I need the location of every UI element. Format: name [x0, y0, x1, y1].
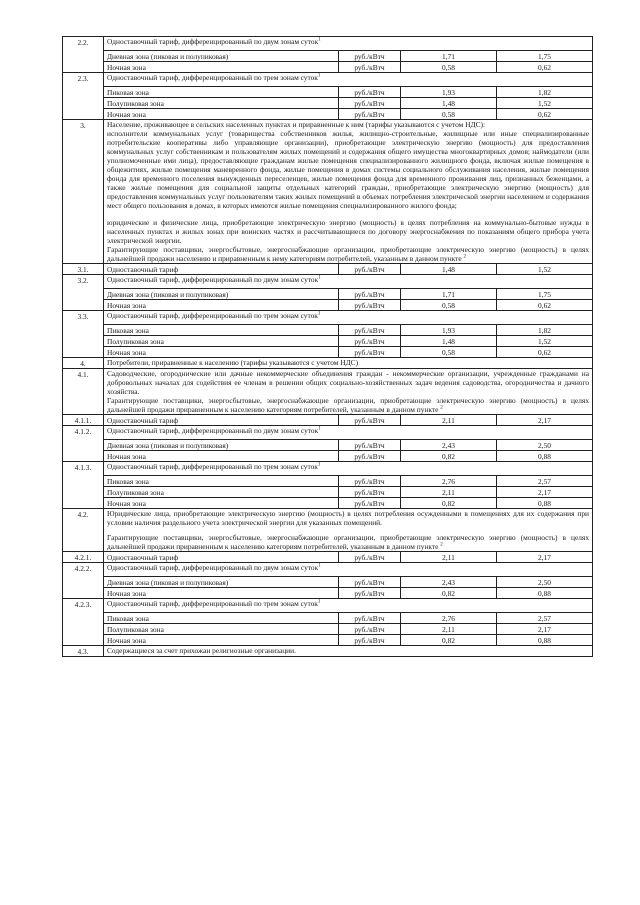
unit-cell: руб./кВтч: [339, 624, 401, 635]
description-paragraph: Садоводческие, огороднические или дачные некоммерческие объединения граждан - некоммерческие организации, учрежденные гражданами на добровольных началах для содействия ее членам в решении общих социально-хозяйственных задач ведения садоводства, огородничества и дачного хозяйства.: [107, 369, 590, 396]
value-period-1: 1,71: [401, 289, 497, 300]
description-paragraph: исполнители коммунальных услуг (товарищества собственников жилья, жилищно-строительные, жилищные или иные специализированные потребительские кооперативы либо управляющие организации), приобретающие электрическую энергию (мощность) для предоставления коммунальных услуг собственникам и пользователям жилых помещений и содержания общего имущества многоквартирных домов; наймодатели (или уполномоченные ими лица), предоставляющие гражданам жилые помещения специализированного жилищного фонда, включая жилые помещения в общежитиях, жилые помещения маневренного фонда, жилые помещения в домах системы социального обслуживания населения, жилые помещения фонда для временного поселения вынужденных переселенцев, жилые помещения фонда для временного проживания лиц, признанных беженцами, а также жилые помещения для социальной защиты отдельных категорий граждан, приобретающие электрическую энергию (мощность) для предоставления коммунальных услуг пользователям таких жилых помещений в объемах потребления электрической энергии населением и содержания мест общего пользования в домах, в которых имеются жилые помещения специализированного жилого фонда;: [107, 129, 590, 210]
zone-label: Дневная зона (пиковая и полупиковая): [104, 51, 339, 62]
value-period-2: 1,75: [497, 51, 593, 62]
value-period-2: 2,17: [497, 624, 593, 635]
table-row: [63, 451, 593, 462]
value-period-1: 0,58: [401, 300, 497, 311]
value-period-1: 2,76: [401, 476, 497, 487]
footnote-mark: 1: [318, 275, 321, 281]
footnote-mark: 2: [440, 405, 443, 411]
heading-text: Одноставочный тариф, дифференцированный по двум зонам суток: [107, 563, 319, 572]
section-number: 2.3.: [63, 73, 104, 120]
unit-cell: руб./кВтч: [339, 552, 401, 563]
table-row: [63, 552, 593, 563]
unit-cell: руб./кВтч: [339, 289, 401, 300]
table-row: [63, 646, 593, 657]
value-period-2: 0,62: [497, 62, 593, 73]
unit-cell: руб./кВтч: [339, 415, 401, 426]
zone-label: Ночная зона: [104, 498, 339, 509]
heading-text: Одноставочный тариф, дифференцированный по трем зонам суток: [107, 73, 318, 82]
unit-cell: руб./кВтч: [339, 588, 401, 599]
unit-cell: руб./кВтч: [339, 347, 401, 358]
section-number: 3.2.: [63, 275, 104, 311]
section-number: 3.: [63, 120, 104, 264]
row-heading: [104, 73, 593, 87]
unit-cell: руб./кВтч: [339, 336, 401, 347]
unit-cell: руб./кВтч: [339, 109, 401, 120]
table-row: [63, 347, 593, 358]
zone-label: Полупиковая зона: [104, 624, 339, 635]
row-heading: [104, 311, 593, 325]
footnote-mark: 1: [317, 462, 321, 468]
zone-label: Одноставочный тариф: [104, 264, 339, 275]
value-period-1: 2,11: [401, 552, 497, 563]
section-number: 4.: [63, 358, 104, 369]
heading-text: Одноставочный тариф, дифференцированный по двум зонам суток: [107, 275, 319, 284]
value-period-2: 2,17: [497, 552, 593, 563]
zone-label: Дневная зона (пиковая и полупиковая): [104, 577, 339, 588]
heading-text: Одноставочный тариф, дифференцированный по трем зонам суток: [107, 311, 318, 320]
value-period-1: 2,43: [401, 440, 497, 451]
unit-cell: руб./кВтч: [339, 498, 401, 509]
zone-label: Пиковая зона: [104, 476, 339, 487]
value-period-2: 0,62: [497, 300, 593, 311]
zone-label: Пиковая зона: [104, 613, 339, 624]
zone-label: Полупиковая зона: [104, 336, 339, 347]
unit-cell: руб./кВтч: [339, 51, 401, 62]
tariff-table: [62, 36, 593, 657]
value-period-1: 2,11: [401, 487, 497, 498]
table-row: [63, 336, 593, 347]
table-row: [63, 588, 593, 599]
heading-text: Одноставочный тариф, дифференцированный по двум зонам суток: [107, 37, 319, 46]
section-number: 3.3.: [63, 311, 104, 358]
table-row: [63, 476, 593, 487]
value-period-1: 2,76: [401, 613, 497, 624]
value-period-2: 0,62: [497, 347, 593, 358]
table-row: [63, 624, 593, 635]
footnote-mark: 1: [318, 426, 321, 432]
heading-text: Одноставочный тариф, дифференцированный по трем зонам суток: [107, 599, 318, 608]
tariff-document: [62, 36, 592, 657]
value-period-2: 2,50: [497, 440, 593, 451]
table-row: [63, 358, 593, 369]
zone-label: Пиковая зона: [104, 325, 339, 336]
zone-label: Одноставочный тариф: [104, 552, 339, 563]
table-row: [63, 498, 593, 509]
section-number: 4.1.2.: [63, 426, 104, 462]
table-row: [63, 37, 593, 51]
value-period-1: 0,58: [401, 347, 497, 358]
value-period-2: 0,62: [497, 109, 593, 120]
table-row: [63, 51, 593, 62]
table-row: [63, 264, 593, 275]
unit-cell: руб./кВтч: [339, 300, 401, 311]
description-paragraph: юридические и физические лица, приобретающие электрическую энергию (мощность) в целях потребления на коммунально-бытовые нужды в населенных пунктах и жилых зонах при воинских частях и рассчитывающиеся по договору энергоснабжения по показаниям общего прибора учета электрической энергии.: [107, 218, 590, 245]
zone-label: Ночная зона: [104, 347, 339, 358]
value-period-1: 2,43: [401, 577, 497, 588]
value-period-2: 0,88: [497, 498, 593, 509]
unit-cell: руб./кВтч: [339, 87, 401, 98]
unit-cell: руб./кВтч: [339, 451, 401, 462]
table-row: [63, 87, 593, 98]
heading-text: Одноставочный тариф, дифференцированный по двум зонам суток: [107, 426, 319, 435]
table-row: [63, 289, 593, 300]
unit-cell: руб./кВтч: [339, 440, 401, 451]
value-period-1: 0,82: [401, 498, 497, 509]
row-heading: [104, 426, 593, 440]
table-row: [63, 120, 593, 264]
value-period-2: 1,82: [497, 87, 593, 98]
zone-label: Ночная зона: [104, 635, 339, 646]
footnote-mark: 1: [317, 73, 321, 79]
value-period-2: 1,52: [497, 98, 593, 109]
table-row: [63, 325, 593, 336]
value-period-1: 0,58: [401, 62, 497, 73]
table-row: [63, 275, 593, 289]
section-number: 3.1.: [63, 264, 104, 275]
value-period-1: 0,58: [401, 109, 497, 120]
zone-label: Дневная зона (пиковая и полупиковая): [104, 289, 339, 300]
value-period-1: 1,48: [401, 98, 497, 109]
unit-cell: руб./кВтч: [339, 476, 401, 487]
section-number: 4.1.: [63, 369, 104, 415]
value-period-2: 2,50: [497, 577, 593, 588]
value-period-2: 0,88: [497, 635, 593, 646]
zone-label: Ночная зона: [104, 451, 339, 462]
table-row: [63, 635, 593, 646]
value-period-1: 0,82: [401, 635, 497, 646]
table-row: [63, 98, 593, 109]
row-heading: [104, 462, 593, 476]
value-period-1: 1,71: [401, 51, 497, 62]
table-row: [63, 563, 593, 577]
value-period-2: 1,52: [497, 264, 593, 275]
table-row: [63, 311, 593, 325]
section-number: 4.1.1.: [63, 415, 104, 426]
zone-label: Ночная зона: [104, 300, 339, 311]
zone-label: Одноставочный тариф: [104, 415, 339, 426]
section-number: 4.2.: [63, 509, 104, 552]
table-row: [63, 487, 593, 498]
value-period-2: 2,57: [497, 476, 593, 487]
category-description: [104, 120, 593, 264]
category-heading: Содержащиеся за счет прихожан религиозные организации.: [104, 646, 593, 657]
section-number: 2.2.: [63, 37, 104, 73]
unit-cell: руб./кВтч: [339, 264, 401, 275]
row-heading: [104, 599, 593, 613]
table-row: [63, 109, 593, 120]
zone-label: Ночная зона: [104, 588, 339, 599]
category-description: [104, 369, 593, 415]
description-paragraph: Население, проживающее в сельских населенных пунктах и приравненные к ним (тарифы указываются с учетом НДС):: [107, 120, 486, 129]
table-row: [63, 462, 593, 476]
unit-cell: руб./кВтч: [339, 487, 401, 498]
table-row: [63, 426, 593, 440]
value-period-1: 1,48: [401, 336, 497, 347]
section-number: 4.2.3.: [63, 599, 104, 646]
value-period-2: 2,57: [497, 613, 593, 624]
table-row: [63, 613, 593, 624]
zone-label: Дневная зона (пиковая и полупиковая): [104, 440, 339, 451]
description-paragraph: Гарантирующие поставщики, энергосбытовые, энергоснабжающие организации, приобретающие электрическую энергию (мощность) в целях дальнейшей продажи приравненным к населению категориям потребителей, указанным в данном пункте $^2$: [107, 533, 590, 551]
value-period-2: 1,75: [497, 289, 593, 300]
value-period-1: 0,82: [401, 451, 497, 462]
unit-cell: руб./кВтч: [339, 98, 401, 109]
value-period-2: 2,17: [497, 487, 593, 498]
section-number: 4.2.2.: [63, 563, 104, 599]
table-row: [63, 577, 593, 588]
unit-cell: руб./кВтч: [339, 613, 401, 624]
footnote-mark: 1: [318, 37, 321, 43]
description-paragraph: Гарантирующие поставщики, энергосбытовые, энергоснабжающие организации, приобретающие электрическую энергию (мощность) в целях дальнейшей продажи приравненным к населению категориям потребителей, указанным в данном пункте $^2$: [107, 396, 590, 414]
table-row: [63, 440, 593, 451]
description-paragraph: Юридические лица, приобретающие электрическую энергию (мощность) в целях потребления осужденными в помещениях для их содержания при условии наличия раздельного учета электрической энергии для указанных помещений.: [107, 509, 590, 527]
table-row: [63, 73, 593, 87]
zone-label: Полупиковая зона: [104, 487, 339, 498]
table-row: [63, 509, 593, 552]
unit-cell: руб./кВтч: [339, 635, 401, 646]
zone-label: Ночная зона: [104, 109, 339, 120]
table-row: [63, 415, 593, 426]
table-row: [63, 369, 593, 415]
table-row: [63, 599, 593, 613]
section-number: 4.1.3.: [63, 462, 104, 509]
zone-label: Полупиковая зона: [104, 98, 339, 109]
value-period-1: 1,93: [401, 87, 497, 98]
value-period-1: 2,11: [401, 415, 497, 426]
zone-label: Ночная зона: [104, 62, 339, 73]
footnote-mark: 1: [317, 311, 321, 317]
value-period-2: 1,52: [497, 336, 593, 347]
value-period-2: 2,17: [497, 415, 593, 426]
value-period-2: 0,88: [497, 451, 593, 462]
description-paragraph: Гарантирующие поставщики, энергосбытовые, энергоснабжающие организации, приобретающие электрическую энергию (мощность) в целях дальнейшей продажи населению и приравненным к нему категориям потребителей, указанным в данном пункте $^2$: [107, 245, 590, 263]
zone-label: Пиковая зона: [104, 87, 339, 98]
value-period-1: 0,82: [401, 588, 497, 599]
category-description: [104, 509, 593, 552]
category-heading: Потребители, приравненные к населению (тарифы указываются с учетом НДС): [104, 358, 593, 369]
table-row: [63, 300, 593, 311]
row-heading: [104, 275, 593, 289]
footnote-mark: 1: [318, 563, 321, 569]
value-period-2: 1,82: [497, 325, 593, 336]
heading-text: Одноставочный тариф, дифференцированный по трем зонам суток: [107, 462, 318, 471]
footnote-mark: 2: [440, 542, 443, 548]
row-heading: [104, 37, 593, 51]
unit-cell: руб./кВтч: [339, 62, 401, 73]
value-period-1: 1,93: [401, 325, 497, 336]
row-heading: [104, 563, 593, 577]
unit-cell: руб./кВтч: [339, 577, 401, 588]
footnote-mark: 1: [317, 599, 321, 605]
value-period-1: 2,11: [401, 624, 497, 635]
unit-cell: руб./кВтч: [339, 325, 401, 336]
section-number: 4.3.: [63, 646, 104, 657]
value-period-2: 0,88: [497, 588, 593, 599]
section-number: 4.2.1.: [63, 552, 104, 563]
footnote-mark: 2: [463, 254, 467, 260]
value-period-1: 1,48: [401, 264, 497, 275]
table-row: [63, 62, 593, 73]
